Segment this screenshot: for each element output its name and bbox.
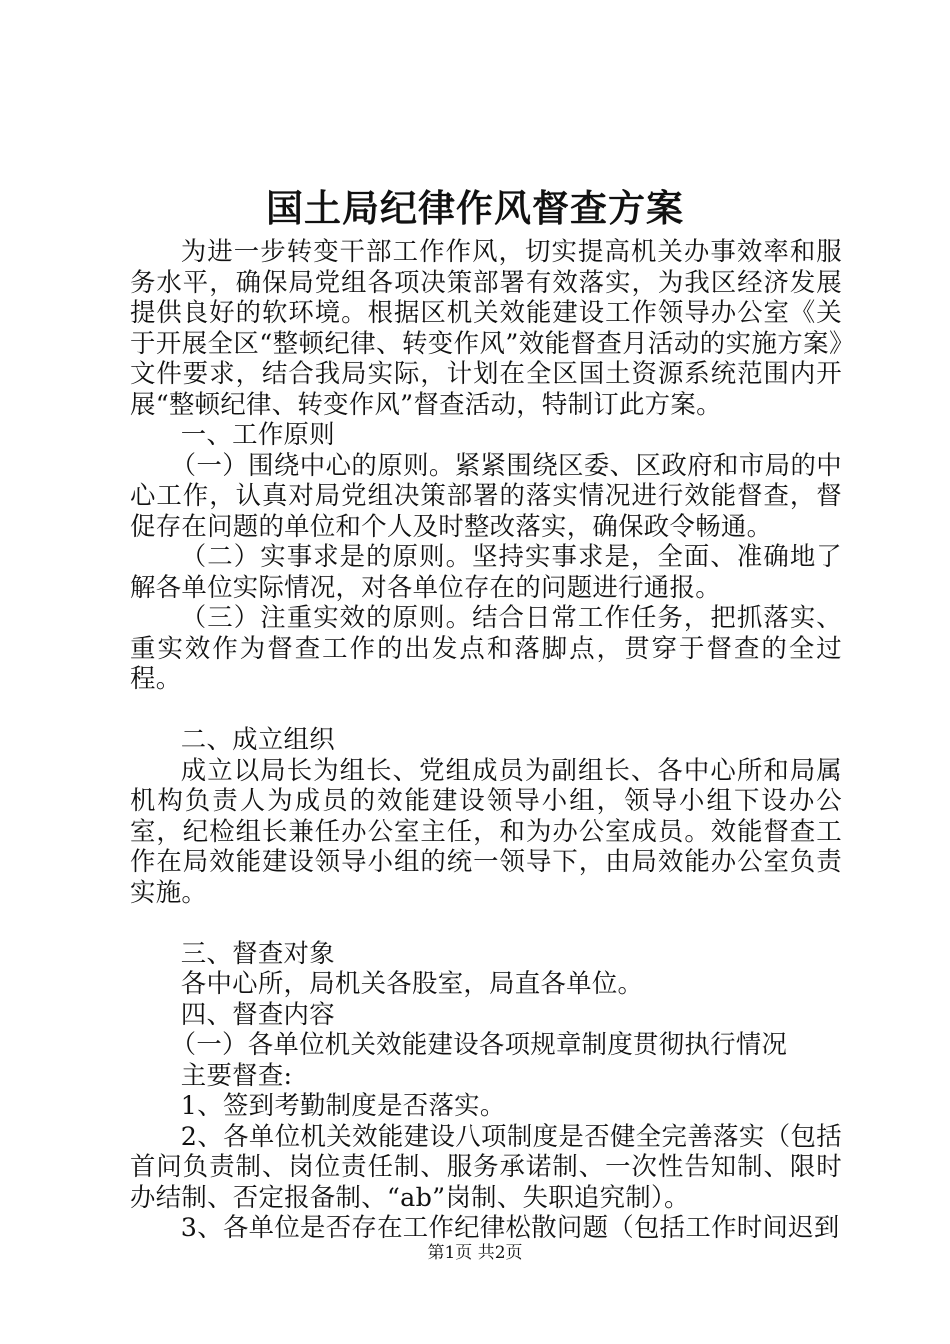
intro-paragraph: 为进一步转变干部工作作风，切实提高机关办事效率和服务水平，确保局党组各项决策部署有效落实，为我区经济发展提供良好的软环境。根据区机关效能建设工作领导办公室《关于开展全区“整顿纪律、转变作风”效能督查月活动的实施方案》文件要求，结合我局实际，计划在全区国土资源系统范围内开展“整顿纪律、转变作风”督查活动，特制订此方案。 — [130, 236, 842, 419]
spacer — [130, 694, 842, 725]
document-body — [130, 236, 842, 1243]
content-main-label: 主要督查: — [180, 1059, 293, 1090]
section-heading-targets: 三、督查对象 — [180, 937, 335, 968]
section-heading-principles: 一、工作原则 — [180, 419, 335, 449]
content-item-3: 3、各单位是否存在工作纪律松散问题（包括工作时间迟到 — [180, 1212, 840, 1242]
content-item-1: 1、签到考勤制度是否落实。 — [180, 1090, 506, 1120]
principle-1-paragraph: （一）围绕中心的原则。紧紧围绕区委、区政府和市局的中心工作，认真对局党组决策部署的落实情况进行效能督查，督促存在问题的单位和个人及时整改落实，确保政令畅通。 — [130, 449, 842, 541]
section-heading-organization: 二、成立组织 — [180, 724, 335, 754]
content-item-2: 2、各单位机关效能建设八项制度是否健全完善落实（包括首问负责制、岗位责任制、服务承诺制、一次性告知制、限时办结制、否定报备制、“ab”岗制、失职追究制）。 — [130, 1120, 842, 1212]
targets-paragraph: 各中心所，局机关各股室，局直各单位。 — [180, 968, 644, 998]
page-title: 国土局纪律作风督查方案 — [266, 186, 684, 230]
content-subheading-1: （一）各单位机关效能建设各项规章制度贯彻执行情况 — [170, 1029, 788, 1059]
organization-paragraph: 成立以局长为组长、党组成员为副组长、各中心所和局属机构负责人为成员的效能建设领导小组，领导小组下设办公室，纪检组长兼任办公室主任，和为办公室成员。效能督查工作在局效能建设领导小组的统一领导下，由局效能办公室负责实施。 — [130, 754, 842, 907]
section-heading-content: 四、督查内容 — [180, 998, 335, 1029]
page-footer: 第1页 共2页 — [427, 1243, 523, 1263]
principle-3-paragraph: （三）注重实效的原则。结合日常工作任务，把抓落实、重实效作为督查工作的出发点和落脚点，贯穿于督查的全过程。 — [130, 602, 842, 693]
principle-2-paragraph: （二）实事求是的原则。坚持实事求是，全面、准确地了解各单位实际情况，对各单位存在的问题进行通报。 — [130, 541, 842, 602]
spacer — [130, 907, 842, 938]
